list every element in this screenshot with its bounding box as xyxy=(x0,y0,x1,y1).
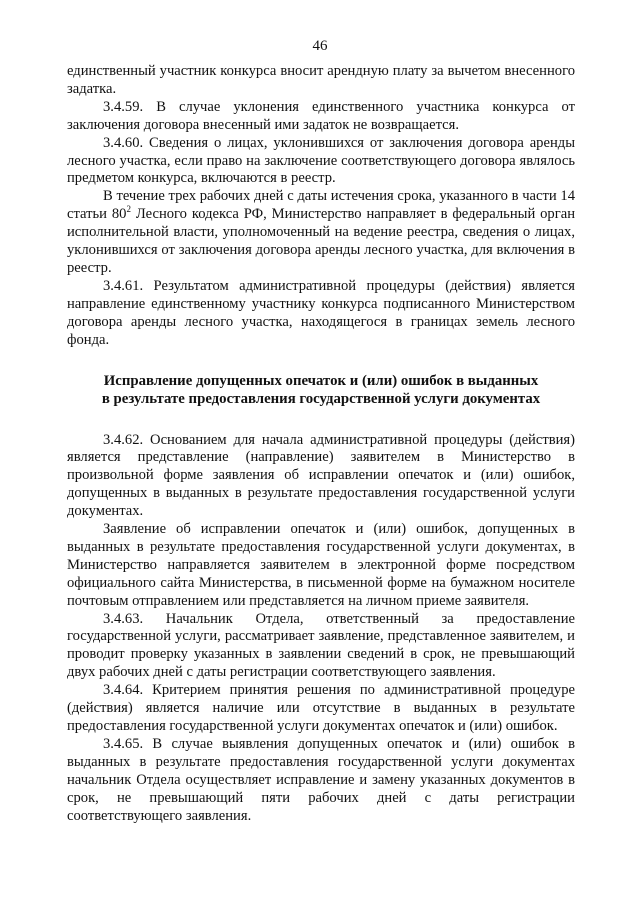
paragraph-3-4-64: 3.4.64. Критерием принятия решения по административной процедуре (действия) является наличие или отсутствие в выданных в результате предоставления государственной услуги документах опечаток и (или) ошибок. xyxy=(67,682,575,734)
section-heading xyxy=(67,372,575,408)
section-heading-line-1: Исправление допущенных опечаток и (или) ошибок в выданных xyxy=(103,372,539,389)
paragraph-application-submission: Заявление об исправлении опечаток и (или) ошибок, допущенных в выданных в результате предоставления государственной услуги документах, в Министерство направляется заявителем в электронной форме посредством официального сайта Министерства, в письменной форме на бумажном носителе почтовым отправлением или представляется на личном приеме заявителя. xyxy=(67,521,575,609)
paragraph-3-4-61: 3.4.61. Результатом административной процедуры (действия) является направление единственному участнику конкурса подписанного Министерством договора аренды лесного участка, находящегося в границах земель лесного фонда. xyxy=(67,277,575,348)
paragraph-3-4-63: 3.4.63. Начальник Отдела, ответственный за предоставление государственной услуги, рассматривает заявление, представленное заявителем, и проводит проверку указанных в заявлении сведений в срок, не превышающий двух рабочих дней с даты регистрации соответствующего заявления. xyxy=(67,610,575,681)
paragraph-registry-deadline-start: В течение трех рабочих дней с даты истечения срока, указанного в части 14 статьи 80 xyxy=(67,188,575,223)
paragraph-continuation: единственный участник конкурса вносит арендную плату за вычетом внесенного задатка. xyxy=(67,63,575,97)
page-number: 46 xyxy=(312,38,328,54)
paragraph-3-4-65: 3.4.65. В случае выявления допущенных опечаток и (или) ошибок в выданных в результате предоставления государственной услуги документах начальник Отдела осуществляет исправление и замену указанных документов в срок, не превышающий пяти рабочих дней с даты регистрации соответствующего заявления. xyxy=(67,735,575,824)
document-body xyxy=(67,63,575,825)
paragraph-registry-deadline xyxy=(67,188,575,278)
paragraph-3-4-59: 3.4.59. В случае уклонения единственного участника конкурса от заключения договора внесенный ими задаток не возвращается. xyxy=(67,98,575,133)
paragraph-registry-deadline-end: Лесного кодекса РФ, Министерство направляет в федеральный орган исполнительной власти, уполномоченный на ведение реестра, сведения о лицах, уклонившихся от заключения договора аренды лесного участка, для включения в реестр. xyxy=(67,206,576,276)
paragraph-3-4-60: 3.4.60. Сведения о лицах, уклонившихся от заключения договора аренды лесного участка, если право на заключение соответствующего договора являлось предметом конкурса, включаются в реестр. xyxy=(67,134,575,187)
paragraph-3-4-62: 3.4.62. Основанием для начала административной процедуры (действия) является представление (направление) заявителем в Министерство в произвольной форме заявления об исправлении опечаток и (или) ошибок, допущенных в выданных в результате предоставления государственной услуги документах. xyxy=(67,431,575,520)
section-heading-line-2: в результате предоставления государственной услуги документах xyxy=(101,390,541,407)
article-superscript: 2 xyxy=(126,204,131,215)
